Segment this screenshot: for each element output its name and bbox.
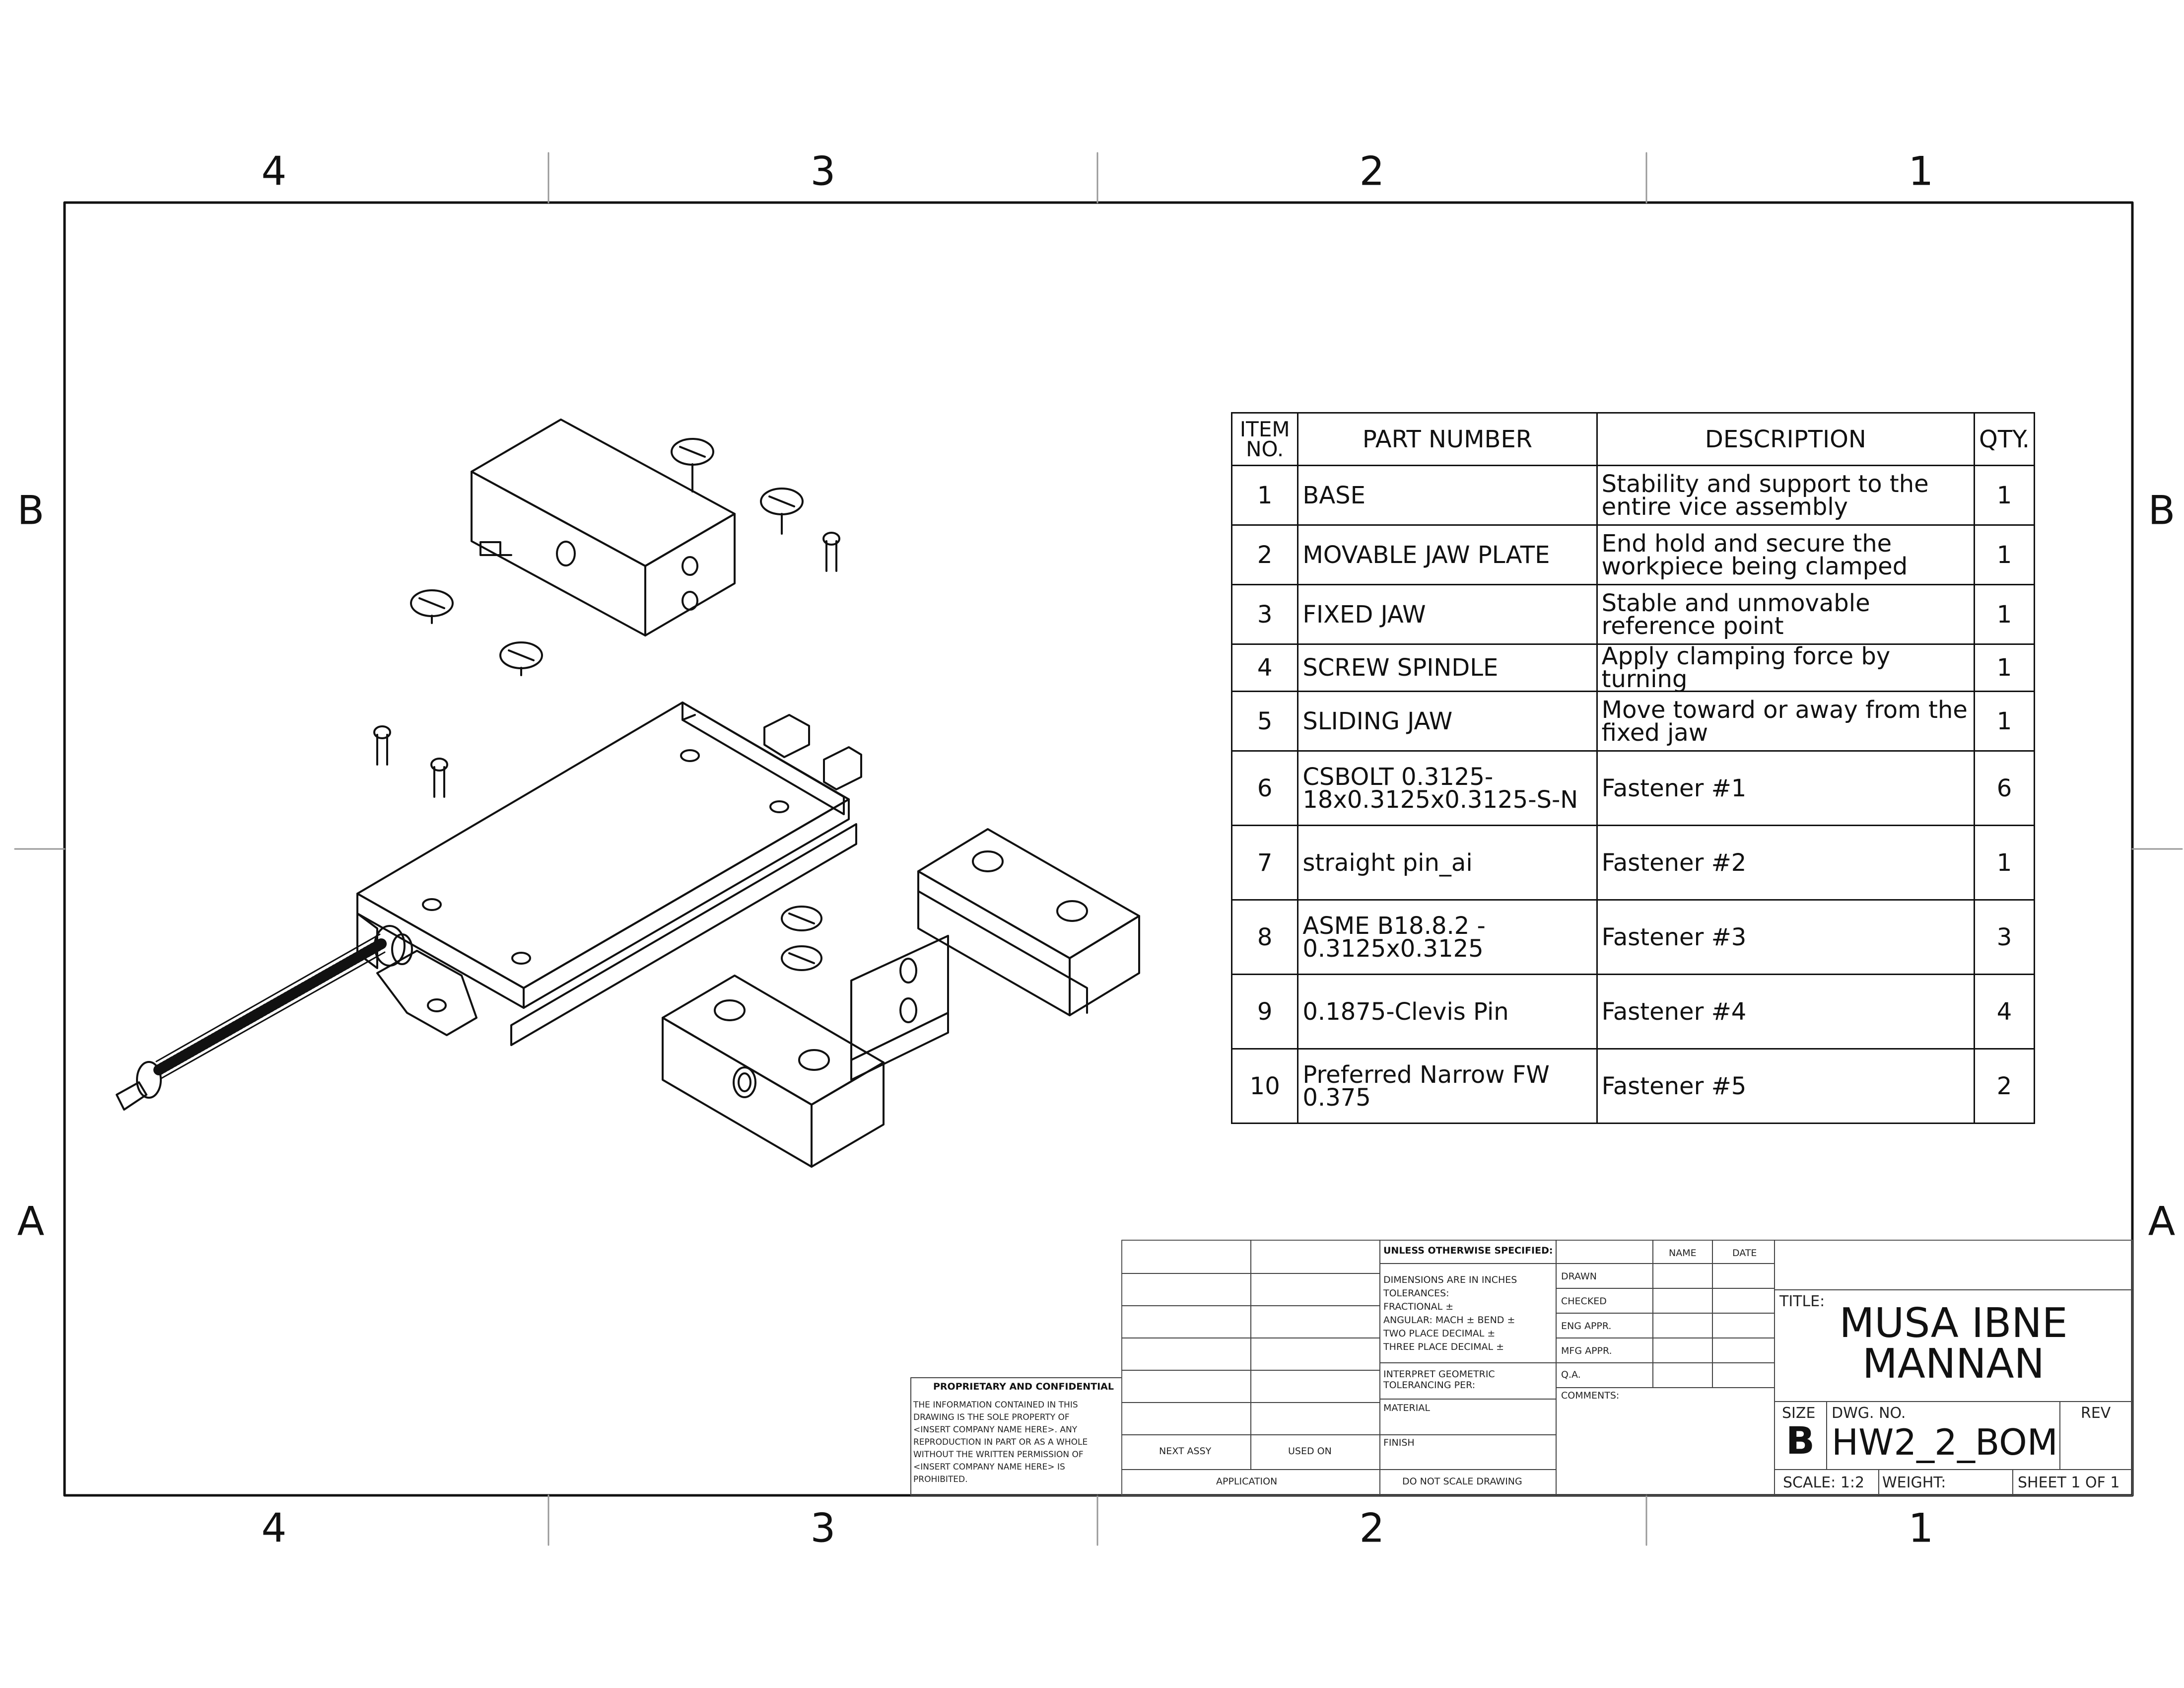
bom-cell-desc: Fastener #4: [1597, 975, 1974, 1049]
bom-cell-qty: 1: [1975, 826, 2035, 900]
bom-cell-desc: Fastener #1: [1597, 751, 1974, 826]
bom-cell-desc: Fastener #3: [1597, 900, 1974, 975]
bom-cell-qty: 1: [1975, 525, 2035, 585]
bom-cell-item: 8: [1232, 900, 1298, 975]
comments-label: COMMENTS:: [1561, 1390, 1620, 1401]
role-checked: CHECKED: [1561, 1296, 1607, 1307]
bom-row: [1232, 644, 2035, 692]
bom-cell-qty: 1: [1975, 585, 2035, 644]
bom-cell-item: 7: [1232, 826, 1298, 900]
bom-cell-part: SLIDING JAW: [1298, 692, 1597, 751]
bom-cell-qty: 3: [1975, 900, 2035, 975]
bom-row: [1232, 692, 2035, 751]
bom-row: [1232, 525, 2035, 585]
tolerance-notes: [1383, 1273, 1517, 1354]
zone-col-bottom-1: 1: [1908, 1505, 1934, 1551]
csbolt-drawings: [411, 439, 821, 970]
finish-label: FINISH: [1383, 1437, 1415, 1448]
zone-col-top-1: 1: [1908, 148, 1934, 195]
bill-of-materials-table: [1231, 412, 2035, 1124]
proprietary-line: DRAWING IS THE SOLE PROPERTY OF: [913, 1412, 1070, 1422]
name-column-label: NAME: [1669, 1248, 1697, 1259]
dwg-no-value: HW2_2_BOM: [1832, 1421, 2058, 1463]
zone-row-left-b: B: [17, 487, 45, 534]
zone-col-top-4: 4: [261, 148, 287, 195]
tolerance-line: ANGULAR: MACH ± BEND ±: [1383, 1315, 1515, 1326]
tolerance-line: TOLERANCES:: [1383, 1288, 1449, 1299]
proprietary-line: <INSERT COMPANY NAME HERE>. ANY: [913, 1425, 1078, 1435]
role-drawn: DRAWN: [1561, 1271, 1597, 1282]
interpret-line: INTERPRET GEOMETRIC: [1383, 1369, 1495, 1380]
bom-cell-part: CSBOLT 0.3125-18x0.3125x0.3125-S-N: [1298, 751, 1597, 826]
bom-cell-qty: 2: [1975, 1049, 2035, 1124]
tolerance-line: THREE PLACE DECIMAL ±: [1383, 1341, 1504, 1352]
application-label: APPLICATION: [1216, 1476, 1278, 1487]
bom-cell-part: straight pin_ai: [1298, 826, 1597, 900]
size-label: SIZE: [1782, 1405, 1816, 1422]
tolerance-line: DIMENSIONS ARE IN INCHES: [1383, 1274, 1517, 1285]
bom-cell-qty: 1: [1975, 644, 2035, 692]
tolerance-line: TWO PLACE DECIMAL ±: [1383, 1328, 1496, 1339]
bom-cell-item: 1: [1232, 466, 1298, 525]
drawing-title-line-1: MUSA IBNE: [1839, 1300, 2068, 1347]
screw-spindle-drawing: [117, 926, 412, 1110]
proprietary-heading: PROPRIETARY AND CONFIDENTIAL: [933, 1381, 1114, 1392]
bom-cell-part: MOVABLE JAW PLATE: [1298, 525, 1597, 585]
zone-row-left-a: A: [17, 1198, 45, 1245]
rev-label: REV: [2081, 1405, 2111, 1422]
bom-cell-desc: Move toward or away from the fixed jaw: [1597, 692, 1974, 751]
bom-cell-part: ASME B18.8.2 - 0.3125x0.3125: [1298, 900, 1597, 975]
bom-header-part: PART NUMBER: [1298, 413, 1597, 466]
base-drawing: [357, 703, 861, 1045]
bom-cell-desc: Stable and unmovable reference point: [1597, 585, 1974, 644]
bom-cell-item: 4: [1232, 644, 1298, 692]
zone-col-bottom-2: 2: [1359, 1505, 1385, 1551]
bom-row: [1232, 751, 2035, 826]
bom-cell-part: Preferred Narrow FW 0.375: [1298, 1049, 1597, 1124]
proprietary-line: PROHIBITED.: [913, 1475, 968, 1484]
bom-header-desc: DESCRIPTION: [1597, 413, 1974, 466]
role-eng-appr: ENG APPR.: [1561, 1321, 1612, 1332]
interpret-tolerancing-label: [1383, 1369, 1495, 1391]
size-value: B: [1786, 1418, 1815, 1463]
bom-cell-item: 9: [1232, 975, 1298, 1049]
used-on-label: USED ON: [1288, 1446, 1332, 1457]
proprietary-line: WITHOUT THE WRITTEN PERMISSION OF: [913, 1450, 1084, 1460]
tolerance-line: FRACTIONAL ±: [1383, 1301, 1454, 1312]
next-assy-label: NEXT ASSY: [1159, 1446, 1212, 1457]
proprietary-line: REPRODUCTION IN PART OR AS A WHOLE: [913, 1437, 1088, 1447]
bom-cell-desc: Fastener #2: [1597, 826, 1974, 900]
title-label: TITLE:: [1779, 1293, 1825, 1310]
role-qa: Q.A.: [1561, 1369, 1581, 1380]
dwg-no-label: DWG. NO.: [1832, 1405, 1906, 1422]
material-label: MATERIAL: [1383, 1403, 1430, 1413]
proprietary-line: THE INFORMATION CONTAINED IN THIS: [913, 1400, 1078, 1410]
vise-assembly-view: [117, 420, 1139, 1167]
bom-cell-qty: 6: [1975, 751, 2035, 826]
bom-cell-part: BASE: [1298, 466, 1597, 525]
bom-cell-item: 2: [1232, 525, 1298, 585]
bom-cell-part: FIXED JAW: [1298, 585, 1597, 644]
bom-cell-item: 3: [1232, 585, 1298, 644]
bom-cell-part: 0.1875-Clevis Pin: [1298, 975, 1597, 1049]
bom-cell-item: 10: [1232, 1049, 1298, 1124]
bom-header-row: [1232, 413, 2035, 466]
bom-row: [1232, 1049, 2035, 1124]
bom-row: [1232, 466, 2035, 525]
bom-cell-qty: 4: [1975, 975, 2035, 1049]
bom-cell-desc: Apply clamping force by turning: [1597, 644, 1974, 692]
bom-cell-qty: 1: [1975, 692, 2035, 751]
date-column-label: DATE: [1732, 1248, 1757, 1259]
bom-row: [1232, 585, 2035, 644]
bom-row: [1232, 975, 2035, 1049]
proprietary-text: [913, 1399, 1088, 1486]
scale-label: SCALE: 1:2: [1783, 1474, 1865, 1491]
sheet-label: SHEET 1 OF 1: [2018, 1474, 2120, 1491]
zone-col-top-2: 2: [1359, 148, 1385, 195]
clevis-pin-drawings: [374, 533, 839, 797]
zone-col-bottom-3: 3: [810, 1505, 836, 1551]
bom-cell-item: 5: [1232, 692, 1298, 751]
role-mfg-appr: MFG APPR.: [1561, 1345, 1612, 1356]
zone-col-top-3: 3: [810, 148, 836, 195]
zone-col-bottom-4: 4: [261, 1505, 287, 1551]
bom-row: [1232, 826, 2035, 900]
drawing-title-line-2: MANNAN: [1862, 1340, 2045, 1388]
bom-cell-desc: Fastener #5: [1597, 1049, 1974, 1124]
movable-jaw-plate-drawing: [851, 829, 1139, 1080]
bom-row: [1232, 900, 2035, 975]
bom-cell-item: 6: [1232, 751, 1298, 826]
zone-row-right-b: B: [2148, 487, 2176, 534]
interpret-line: TOLERANCING PER:: [1383, 1380, 1476, 1391]
weight-label: WEIGHT:: [1882, 1474, 1946, 1491]
proprietary-line: <INSERT COMPANY NAME HERE> IS: [913, 1462, 1065, 1472]
unless-specified-label: UNLESS OTHERWISE SPECIFIED:: [1383, 1245, 1553, 1256]
bom-cell-desc: End hold and secure the workpiece being clamped: [1597, 525, 1974, 585]
bom-header-qty: QTY.: [1975, 413, 2035, 466]
bom-cell-part: SCREW SPINDLE: [1298, 644, 1597, 692]
bom-header-item: ITEM NO.: [1232, 413, 1298, 466]
zone-row-right-a: A: [2148, 1198, 2176, 1245]
bom-cell-desc: Stability and support to the entire vice assembly: [1597, 466, 1974, 525]
bom-cell-qty: 1: [1975, 466, 2035, 525]
do-not-scale-label: DO NOT SCALE DRAWING: [1402, 1476, 1522, 1487]
